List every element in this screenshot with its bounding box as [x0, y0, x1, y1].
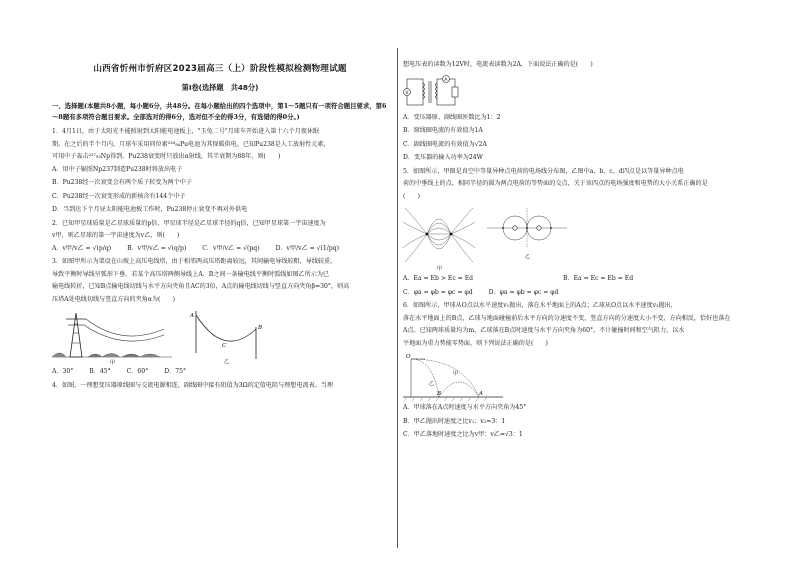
- question-4-continued: [403, 60, 779, 164]
- cable-sag-figure: [184, 307, 268, 365]
- svg-text:A: A: [444, 77, 448, 83]
- transformer-circuit-figure: [403, 73, 459, 113]
- option-b: B．Ea = Ec = Eb = Ed: [563, 275, 634, 282]
- option-a: A．v甲/v乙 = √(p/q): [52, 244, 112, 252]
- question-text-line: ( ): [403, 192, 420, 200]
- option-a: A．Ea = Eb > Ec = Ed: [403, 275, 474, 282]
- right-column: [403, 60, 779, 444]
- option-d: D．变压器的输入功率为24W: [403, 154, 483, 161]
- point-b-label: B: [258, 325, 263, 331]
- figure-label-yi: 乙: [224, 359, 230, 365]
- question-2: [52, 219, 388, 255]
- q5-figures: [403, 204, 779, 272]
- option-a: A．30°: [52, 368, 74, 375]
- question-text-line: 6．如图所示，甲球从O点以水平速度v₁抛出，落在水平地面上的A点；乙球从O点以水平速度v₂抛出，: [403, 302, 677, 309]
- option-row: [52, 367, 388, 378]
- trajectory-label-yi: 乙: [429, 381, 435, 387]
- option-c: C．60°: [126, 368, 149, 375]
- question-text-line: 期。在之后的半个月内，月球车采用同位素²³⁸₉₄Pu电池为其保暖供电。已知Pu238是人工放射性元素，: [52, 140, 330, 148]
- question-text-line: 4．如图，一理想变压器原线圈与交流电源相连，副线圈中接有阻值为3Ω的定值电阻与理想电流表。当理: [52, 381, 333, 389]
- field-lines-figure: [403, 204, 475, 272]
- point-a-label: A: [479, 391, 483, 397]
- left-column: [52, 64, 388, 393]
- option-b: B．45°: [89, 368, 111, 375]
- point-b-label: B: [437, 391, 442, 397]
- question-text-line: 1．4月1日，由于太阳光不能照射到太阳能电池板上，"玉兔二号"月球车开始进入第十六个月夜休眠: [52, 128, 320, 135]
- question-text-line: 2．已知甲星球质量是乙星球质量的p倍，甲星球半径是乙星球半径的q倍，已知甲星球第一宇宙速度为: [52, 219, 326, 227]
- figure-label-jia: 甲: [437, 266, 443, 272]
- option-c: C．φa = φb = φc = φd: [403, 288, 473, 296]
- option-row: [403, 274, 779, 285]
- question-text-line: 3．如图甲所示为架设在山坡上高压电线塔，由于相邻两高压塔距离较远，其间输电导线较粗，导线较重，: [52, 258, 337, 265]
- exam-title: 山西省忻州市忻府区2023届高三（上）阶段性模拟检测物理试题: [93, 64, 347, 74]
- point-a-label: A: [190, 313, 194, 319]
- option-d: D．φa = φb = φc = φd: [488, 288, 559, 296]
- point-o-label: O: [406, 354, 411, 360]
- option-c: C．v甲/v乙 = √(pq): [202, 244, 260, 252]
- projectile-figure: [403, 351, 503, 403]
- question-text-line: v甲，则乙星球的第一宇宙速度为v乙，则( ): [52, 232, 180, 239]
- question-5: [403, 167, 779, 299]
- question-text-line: 输电线转折，已知B点输电线切线与水平方向夹角且AC的3倍，A点的输电线切线与竖直方向夹角β=30°，则高: [52, 283, 350, 290]
- option-a: A．变压器原、副线圈匝数比为1：2: [403, 113, 501, 121]
- question-text-line: 5．如图所示，甲图是真空中等量异种点电荷的电场线分布图，乙图中a、b、c、d四点是以等量异种点电: [403, 167, 684, 175]
- figure-label-yi: 乙: [525, 254, 531, 260]
- question-1: [52, 127, 388, 216]
- question-text-line: 可用中子轰击²³⁷₉₃Np得到。Pu238衰变时只放出α射线，其半衰期为88年，则( ): [52, 153, 281, 160]
- option-d: D．v甲/v乙 = √(1/pq): [275, 244, 340, 252]
- power-tower-figure: [52, 307, 172, 365]
- trajectory-label-jia: 甲: [453, 371, 459, 377]
- option-a: A．甲球落在A点时速度与水平方向夹角为45°: [403, 404, 527, 411]
- section-instruction: 一、选择题(本题共8小题，每小题6分，共48分。在每小题给出的四个选项中，第1～5题只有一项符合题目要求，第6～8题有多项符合题目要求。全部选对的得6分，选对但不全的得3分，有选错的得0分。): [52, 102, 387, 121]
- option-d: D．当到达下个月昼太阳能电池板工作时，Pu238停止衰变不再对外供电: [52, 206, 248, 213]
- question-text-line: 压塔A处电线切线与竖直方向的夹角α为( ): [52, 295, 175, 303]
- option-c: C．副线圈电流的有效值为√2A: [403, 140, 487, 148]
- point-c-label: C: [222, 343, 227, 349]
- option-b: B．v甲/v乙 = √(q/p): [127, 244, 187, 252]
- question-text-line: A点。已知两球质量均为m，乙球落在B点时速度与水平方向夹角为60°，不计碰撞时间和空气阻力，以水: [403, 327, 685, 334]
- question-text-line: 想电压表的读数为12V时，电流表读数为2A，下面说法正确的是( ): [403, 61, 593, 68]
- option-d: D．75°: [164, 368, 187, 375]
- svg-text:V: V: [405, 90, 409, 96]
- option-a: A．用中子辐照Np237制造Pu238时将放出电子: [52, 165, 183, 173]
- volume-heading: 第Ⅰ卷(选择题 共48分): [181, 82, 259, 92]
- figure-label-jia: 甲: [110, 360, 116, 365]
- q3-figures: [52, 307, 388, 365]
- question-text-line: 落在水平地面上的B点，乙球与地面碰撞前后水平方向的分速度不变，竖直方向的分速度大小不变、方向相反，恰好也落在: [403, 314, 731, 322]
- option-b: B．甲乙抛出时速度之比v₁：v₂=3：1: [403, 417, 506, 425]
- option-b: B．原线圈电流的有效值为1A: [403, 127, 483, 134]
- option-row: [52, 244, 388, 255]
- question-text-line: 导致平衡时导线呈弧形下垂。若某个高压塔两侧导线上A、B之间一条输电线平衡时弧线如图乙所示为已: [52, 270, 330, 278]
- option-row: [403, 288, 779, 299]
- question-text-line: 荷的中垂线上的点，相同半径的圆为两点电荷的等势面的交点，关于该四点的电场强度和电势的大小关系正确的是: [403, 180, 708, 187]
- question-6: [403, 301, 779, 441]
- question-4-start: [52, 381, 388, 392]
- question-3: [52, 257, 388, 378]
- question-text-line: 平地面为重力势能零势面，则下列说法正确的是( ): [403, 339, 548, 347]
- option-c: C．Pu238经一次衰变形成的新核含有144个中子: [52, 192, 186, 200]
- column-divider: [397, 48, 398, 548]
- equipotential-figure: [487, 204, 567, 262]
- option-c: C．甲乙落地时速度之比为v甲：v乙=√3：1: [403, 431, 523, 438]
- option-b: B．Pu238经一次衰变会有两个质子转变为两个中子: [52, 179, 192, 186]
